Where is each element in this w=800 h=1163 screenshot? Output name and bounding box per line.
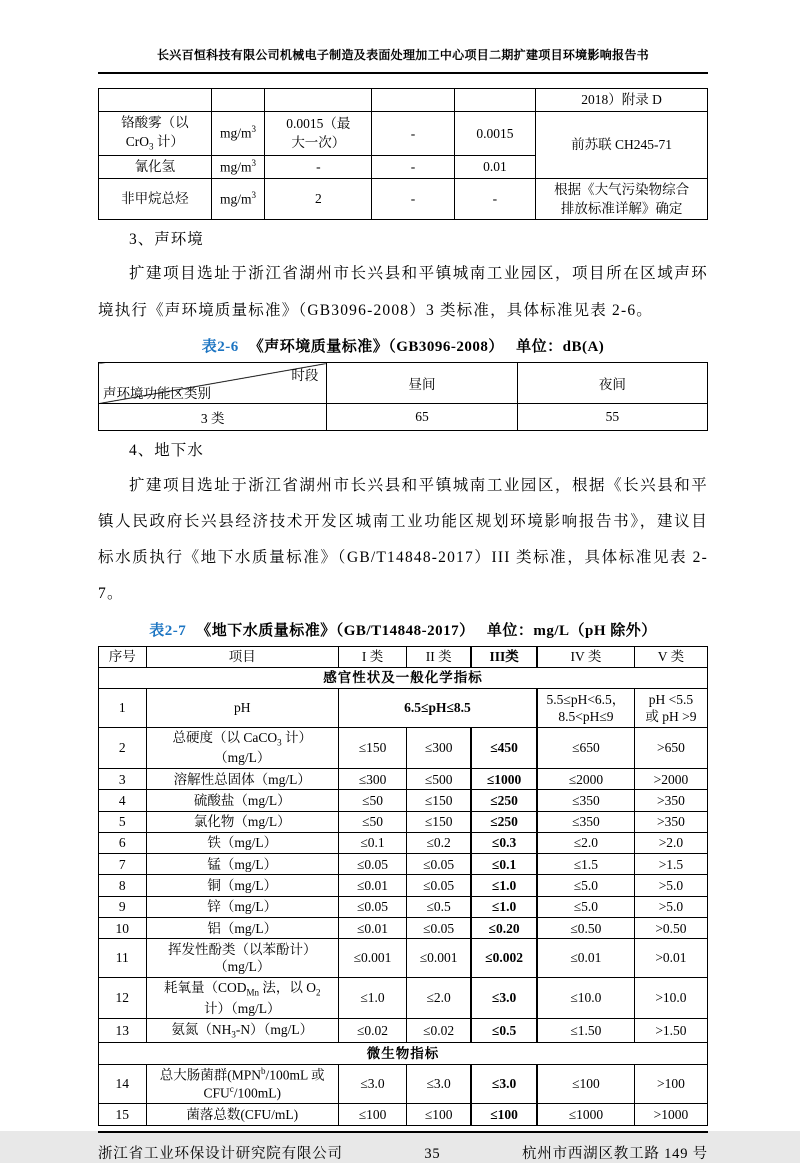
table-cell: -: [372, 178, 454, 219]
table-cell: -: [372, 155, 454, 178]
table-row: [99, 363, 708, 404]
value-cell: ≤650: [537, 727, 634, 768]
table-cell: $mg/m^3$: [211, 112, 265, 156]
item-cell: 菌落总数(CFU/mL): [146, 1104, 338, 1125]
column-header: III类: [471, 646, 537, 667]
table-row: [99, 667, 708, 688]
value-cell: ≤0.001: [407, 939, 472, 978]
table-row: [99, 404, 708, 431]
section-subheader: 感官性状及一般化学指标: [99, 667, 708, 688]
value-cell: ≤0.3: [471, 832, 537, 853]
value-cell: ≤3.0: [407, 1064, 472, 1104]
value-cell: ≤150: [338, 727, 406, 768]
item-cell: 总硬度（以 CaCO$_3$ 计） （mg/L）: [146, 727, 338, 768]
section-heading-groundwater: 4、地下水: [129, 442, 204, 459]
item-cell: 锌（mg/L）: [146, 896, 338, 917]
value-cell: ≤100: [407, 1104, 472, 1125]
value-cell: ≤10.0: [537, 977, 634, 1018]
row-number-cell: 6: [99, 832, 147, 853]
value-cell: ≤0.01: [338, 918, 406, 939]
value-cell: >100: [634, 1064, 707, 1104]
class1-3-merged-cell: 6.5≤pH≤8.5: [338, 689, 537, 728]
item-cell: 铜（mg/L）: [146, 875, 338, 896]
row-number-cell: 13: [99, 1019, 147, 1043]
table-2-7-caption-text: 《地下水质量标准》（GB/T14848-2017） 单位：mg/L（pH 除外）: [196, 622, 657, 639]
row-number-cell: 2: [99, 727, 147, 768]
table-row: [99, 811, 708, 832]
value-cell: >1000: [634, 1104, 707, 1125]
value-cell: >650: [634, 727, 707, 768]
table-cell: [454, 89, 536, 112]
value-cell: ≤0.05: [407, 918, 472, 939]
daytime-value-cell: 65: [327, 404, 517, 431]
groundwater-standard-table: [98, 646, 708, 1126]
value-cell: ≤0.01: [338, 875, 406, 896]
table-row: [99, 1104, 708, 1125]
table-row: [99, 727, 708, 768]
table-row: [99, 875, 708, 896]
table-row: [99, 854, 708, 875]
diagonal-header-cell: [99, 363, 327, 404]
table-2-6-caption-text: 《声环境质量标准》（GB3096-2008） 单位：dB(A): [248, 339, 605, 355]
header-rule: [98, 72, 708, 74]
value-cell: ≤450: [471, 727, 537, 768]
footer-page-number: 35: [424, 1145, 441, 1162]
zone-category-cell: 3 类: [99, 404, 327, 431]
page-content: [98, 0, 708, 1163]
value-cell: ≤0.20: [471, 918, 537, 939]
value-cell: ≤1.50: [537, 1019, 634, 1043]
value-cell: ≤150: [407, 811, 472, 832]
value-cell: ≤0.02: [338, 1019, 406, 1043]
table-cell: 0.01: [454, 155, 536, 178]
value-cell: ≤0.5: [407, 896, 472, 917]
noise-standard-table: [98, 362, 708, 431]
value-cell: ≤500: [407, 769, 472, 790]
table-row: [99, 689, 708, 728]
value-cell: ≤350: [537, 811, 634, 832]
table-cell: 根据《大气污染物综合 排放标准详解》确定: [536, 178, 708, 219]
row-number-cell: 14: [99, 1064, 147, 1104]
value-cell: ≤0.1: [338, 832, 406, 853]
row-number-cell: 9: [99, 896, 147, 917]
groundwater-table-body: [99, 646, 708, 1125]
table-cell: 0.0015: [454, 112, 536, 156]
table-cell: [265, 89, 372, 112]
table-cell: [211, 89, 265, 112]
value-cell: >350: [634, 811, 707, 832]
column-header-night: 夜间: [517, 363, 707, 404]
document-header-title: 长兴百恒科技有限公司机械电子制造及表面处理加工中心项目二期扩建项目环境影响报告书: [156, 48, 649, 62]
value-cell: ≤2.0: [537, 832, 634, 853]
item-cell: pH: [146, 689, 338, 728]
table-row: [99, 769, 708, 790]
item-cell: 铝（mg/L）: [146, 918, 338, 939]
diagonal-label-period: 时段: [291, 368, 319, 383]
table-row: [99, 939, 708, 978]
item-cell: 锰（mg/L）: [146, 854, 338, 875]
table-cell: $mg/m^3$: [211, 178, 265, 219]
value-cell: ≤3.0: [471, 977, 537, 1018]
section-subheader: 微生物指标: [99, 1043, 708, 1064]
table-cell: [99, 89, 212, 112]
value-cell: >2000: [634, 769, 707, 790]
air-quality-standard-table: [98, 88, 708, 220]
table-row: [99, 977, 708, 1018]
column-header-daytime: 昼间: [327, 363, 517, 404]
item-cell: 硫酸盐（mg/L）: [146, 790, 338, 811]
column-header: II 类: [407, 646, 472, 667]
column-header: 序号: [99, 646, 147, 667]
value-cell: ≤250: [471, 790, 537, 811]
value-cell: ≤250: [471, 811, 537, 832]
table-cell: 前苏联 CH245-71: [536, 112, 708, 179]
value-cell: ≤0.1: [471, 854, 537, 875]
row-number-cell: 11: [99, 939, 147, 978]
value-cell: >5.0: [634, 875, 707, 896]
page-footer: [98, 1133, 708, 1163]
table-row: [99, 896, 708, 917]
table-2-7-caption-label: 表2-7: [149, 622, 187, 639]
class5-cell: pH <5.5 或 pH >9: [634, 689, 707, 728]
value-cell: ≤50: [338, 790, 406, 811]
value-cell: ≤0.05: [407, 875, 472, 896]
row-number-cell: 15: [99, 1104, 147, 1125]
table-cell: 0.0015（最 大一次）: [265, 112, 372, 156]
value-cell: ≤0.001: [338, 939, 406, 978]
value-cell: ≤0.02: [407, 1019, 472, 1043]
value-cell: ≤300: [338, 769, 406, 790]
column-header: 项目: [146, 646, 338, 667]
table-cell: $mg/m^3$: [211, 155, 265, 178]
value-cell: >0.01: [634, 939, 707, 978]
value-cell: ≤3.0: [471, 1064, 537, 1104]
item-cell: 铁（mg/L）: [146, 832, 338, 853]
noise-paragraph: 扩建项目选址于浙江省湖州市长兴县和平镇城南工业园区，项目所在区域声环境执行《声环境质量标准》（GB3096-2008）3 类标准，具体标准见表 2-6。: [98, 265, 708, 319]
value-cell: >1.5: [634, 854, 707, 875]
value-cell: >0.50: [634, 918, 707, 939]
table-2-6-caption-label: 表2-6: [201, 339, 239, 355]
row-number-cell: 10: [99, 918, 147, 939]
value-cell: ≤1000: [471, 769, 537, 790]
value-cell: ≤0.5: [471, 1019, 537, 1043]
value-cell: >2.0: [634, 832, 707, 853]
item-cell: 氯化物（mg/L）: [146, 811, 338, 832]
table-row: [99, 89, 708, 112]
row-number-cell: 4: [99, 790, 147, 811]
class4-cell: 5.5≤pH<6.5， 8.5<pH≤9: [537, 689, 634, 728]
value-cell: ≤0.05: [338, 896, 406, 917]
table-cell: 非甲烷总烃: [99, 178, 212, 219]
item-cell: 氨氮$(NH_3-N)(mg/L)$: [146, 1019, 338, 1043]
row-number-cell: 7: [99, 854, 147, 875]
footer-address: 杭州市西湖区教工路 149 号: [521, 1145, 708, 1162]
diagonal-label-zone: 声环境功能区类别: [103, 386, 211, 401]
table-cell: 氰化氢: [99, 155, 212, 178]
table-row: [99, 646, 708, 667]
value-cell: ≤350: [537, 790, 634, 811]
row-number-cell: 12: [99, 977, 147, 1018]
item-cell: 挥发性酚类（以苯酚计） （mg/L）: [146, 939, 338, 978]
value-cell: ≤5.0: [537, 875, 634, 896]
table-row: [99, 178, 708, 219]
table-row: [99, 1043, 708, 1064]
groundwater-paragraph: 扩建项目选址于浙江省湖州市长兴县和平镇城南工业园区，根据《长兴县和平镇人民政府长兴县经济技术开发区城南工业功能区规划环境影响报告书》，建议目标水质执行《地下水质量标准》（GB/T14848-2017）III 类标准，具体标准见表 2-7。: [98, 476, 708, 603]
item-cell: 总大肠菌群(MPN$^b$/100mL 或 CFU$^c$/100mL): [146, 1064, 338, 1104]
value-cell: >1.50: [634, 1019, 707, 1043]
value-cell: ≤150: [407, 790, 472, 811]
section-heading-noise: 3、声环境: [129, 230, 204, 248]
value-cell: ≤5.0: [537, 896, 634, 917]
footer-company: 浙江省工业环保设计研究院有限公司: [98, 1145, 343, 1162]
value-cell: ≤3.0: [338, 1064, 406, 1104]
value-cell: ≤0.05: [338, 854, 406, 875]
table-cell: -: [265, 155, 372, 178]
value-cell: ≤100: [338, 1104, 406, 1125]
row-number-cell: 8: [99, 875, 147, 896]
value-cell: ≤2000: [537, 769, 634, 790]
value-cell: ≤1.0: [471, 896, 537, 917]
row-number-cell: 1: [99, 689, 147, 728]
value-cell: ≤1.0: [471, 875, 537, 896]
value-cell: ≤0.002: [471, 939, 537, 978]
value-cell: ≤2.0: [407, 977, 472, 1018]
value-cell: ≤1.5: [537, 854, 634, 875]
table-cell: -: [372, 112, 454, 156]
value-cell: ≤1000: [537, 1104, 634, 1125]
night-value-cell: 55: [517, 404, 707, 431]
table-cell: -: [454, 178, 536, 219]
column-header: IV 类: [537, 646, 634, 667]
row-number-cell: 5: [99, 811, 147, 832]
air-quality-table-body: [99, 89, 708, 220]
value-cell: ≤0.01: [537, 939, 634, 978]
value-cell: >5.0: [634, 896, 707, 917]
column-header: I 类: [338, 646, 406, 667]
table-2-6-caption: [98, 335, 708, 356]
value-cell: ≤50: [338, 811, 406, 832]
table-cell: [372, 89, 454, 112]
table-cell: 铬酸雾（以 CrO$_3$ 计）: [99, 112, 212, 156]
value-cell: >10.0: [634, 977, 707, 1018]
item-cell: 耗氧量（$COD_{Mn}$ 法，以 $O_2$ 计）（mg/L）: [146, 977, 338, 1018]
table-row: [99, 112, 708, 156]
value-cell: >350: [634, 790, 707, 811]
table-row: [99, 918, 708, 939]
value-cell: ≤300: [407, 727, 472, 768]
table-cell: 2018）附录 D: [536, 89, 708, 112]
row-number-cell: 3: [99, 769, 147, 790]
value-cell: ≤0.05: [407, 854, 472, 875]
table-row: [99, 1019, 708, 1043]
table-cell: 2: [265, 178, 372, 219]
value-cell: ≤0.50: [537, 918, 634, 939]
column-header: V 类: [634, 646, 707, 667]
value-cell: ≤0.2: [407, 832, 472, 853]
item-cell: 溶解性总固体（mg/L）: [146, 769, 338, 790]
table-2-7-caption: [98, 619, 708, 640]
table-row: [99, 1064, 708, 1104]
value-cell: ≤1.0: [338, 977, 406, 1018]
value-cell: ≤100: [471, 1104, 537, 1125]
table-row: [99, 832, 708, 853]
table-row: [99, 790, 708, 811]
value-cell: ≤100: [537, 1064, 634, 1104]
